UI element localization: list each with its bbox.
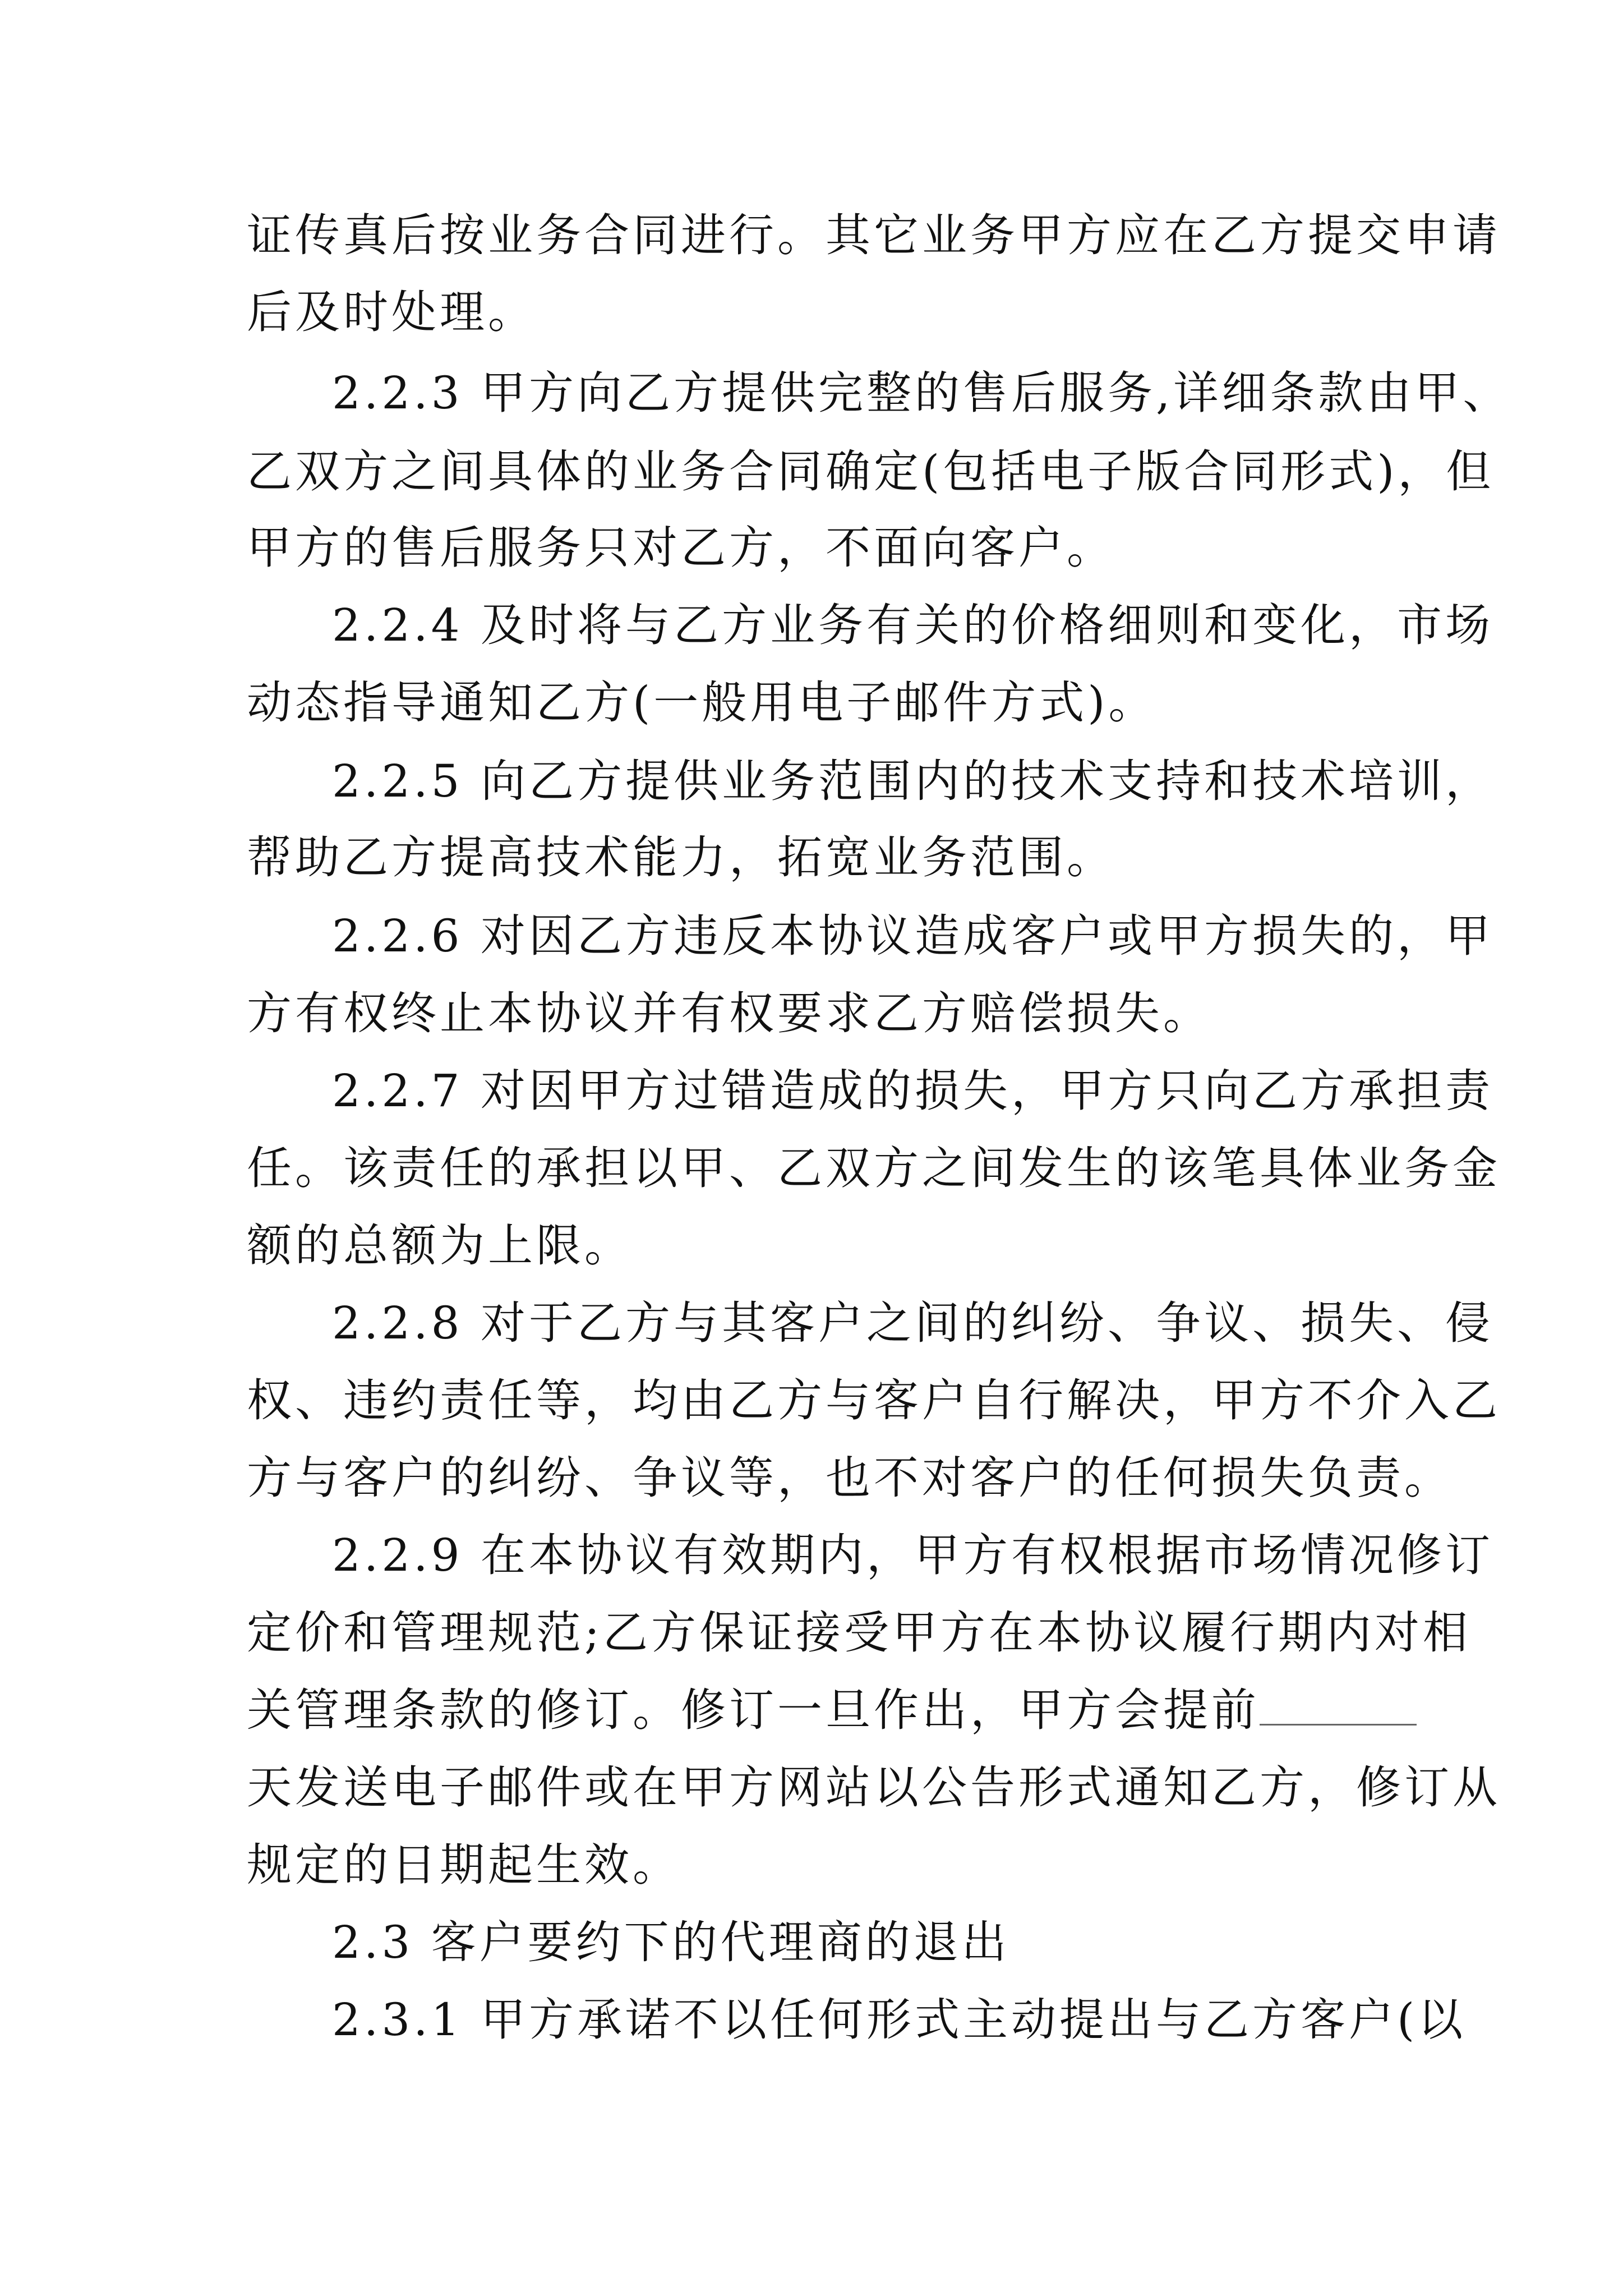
- text-line: 2.3.1 甲方承诺不以任何形式主动提出与乙方客户(以: [332, 1994, 1467, 2046]
- text-line: 权、违约责任等，均由乙方与客户自行解决，甲方不介入乙: [247, 1374, 1501, 1427]
- text-line: 2.2.9 在本协议有效期内，甲方有权根据市场情况修订: [332, 1529, 1493, 1581]
- text-line-content: 关管理条款的修订。修订一旦作出，甲方会提前: [247, 1684, 1260, 1736]
- text-line: [247, 1671, 1424, 1750]
- text-line: 乙双方之间具体的业务合同确定(包括电子版合同形式)，但: [247, 445, 1495, 498]
- text-line: 证传真后按业务合同进行。其它业务甲方应在乙方提交申请: [247, 209, 1501, 261]
- text-line: 方有权终止本协议并有权要求乙方赔偿损失。: [247, 987, 1211, 1039]
- text-line: 2.2.5 向乙方提供业务范围内的技术支持和技术培训，: [332, 755, 1493, 807]
- text-line: 2.2.4 及时将与乙方业务有关的价格细则和变化，市场: [332, 599, 1493, 651]
- text-line: 规定的日期起生效。: [247, 1839, 681, 1891]
- text-line: 天发送电子邮件或在甲方网站以公告形式通知乙方，修订从: [247, 1761, 1501, 1814]
- text-line: 2.2.8 对于乙方与其客户之间的纠纷、争议、损失、侵: [332, 1297, 1493, 1349]
- fill-in-blank: [1260, 1687, 1417, 1726]
- text-line: 帮助乙方提高技术能力，拓宽业务范围。: [247, 831, 1115, 884]
- text-line: 甲方的售后服务只对乙方，不面向客户。: [247, 522, 1115, 574]
- text-line: 动态指导通知乙方(一般用电子邮件方式)。: [247, 677, 1157, 729]
- text-line: 额的总额为上限。: [247, 1220, 633, 1272]
- text-line: 方与客户的纠纷、争议等，也不对客户的任何损失负责。: [247, 1452, 1453, 1504]
- text-line: 定价和管理规范;乙方保证接受甲方在本协议履行期内对相: [247, 1607, 1471, 1659]
- text-line: 2.2.7 对因甲方过错造成的损失，甲方只向乙方承担责: [332, 1065, 1493, 1117]
- text-line: 2.2.3 甲方向乙方提供完整的售后服务,详细条款由甲、: [332, 367, 1511, 419]
- section-heading: 2.3 客户要约下的代理商的退出: [332, 1916, 1010, 1968]
- text-line: 后及时处理。: [247, 286, 536, 338]
- text-line: 任。该责任的承担以甲、乙双方之间发生的该笔具体业务金: [247, 1142, 1501, 1194]
- text-line: 2.2.6 对因乙方违反本协议造成客户或甲方损失的，甲: [332, 910, 1493, 962]
